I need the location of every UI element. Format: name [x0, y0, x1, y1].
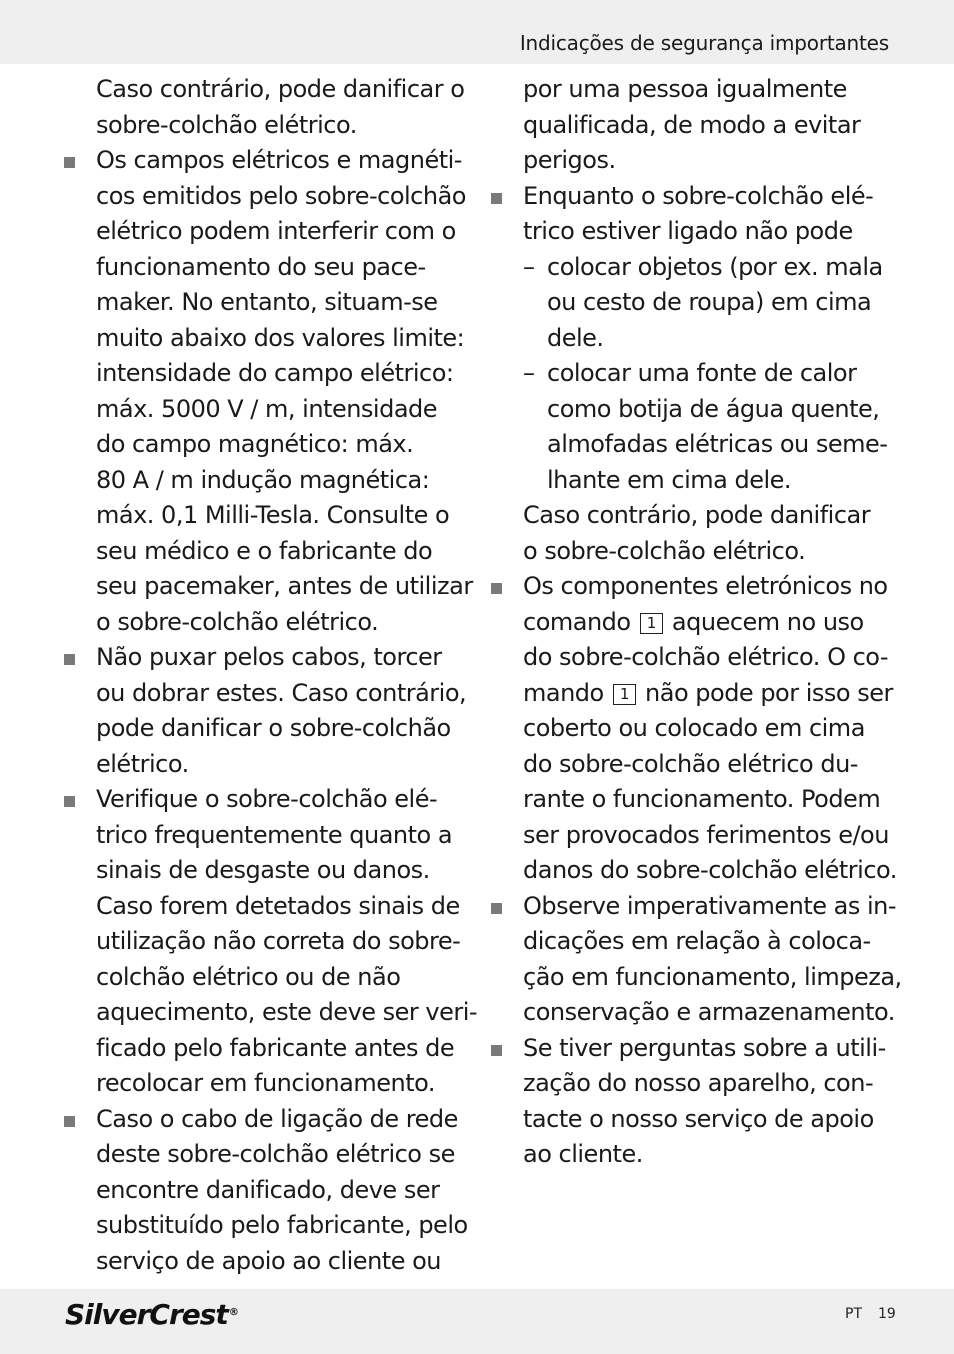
left-column: [58, 72, 478, 1279]
text-line: do sobre-colchão elétrico. O co-: [523, 643, 889, 671]
text-line: ção em funcionamento, limpeza,: [523, 962, 902, 991]
text-line: qualificada, de modo a evitar: [523, 110, 861, 139]
text-line: como botija de água quente,: [547, 394, 880, 423]
page-number: 19: [878, 1306, 896, 1322]
text-line: serviço de apoio ao cliente ou: [96, 1246, 441, 1275]
text-line: recolocar em funcionamento.: [96, 1069, 435, 1097]
text-line: conservação e armazenamento.: [523, 998, 895, 1026]
text-line: elétrico.: [96, 749, 189, 778]
text-line: zação do nosso aparelho, con-: [523, 1069, 874, 1097]
bullet-square-icon: [491, 903, 502, 914]
text-line: do campo magnético: máx.: [96, 430, 414, 458]
text-line: Caso contrário, pode danificar o: [96, 75, 465, 103]
text-line: perigos.: [523, 146, 616, 174]
bullet-square-icon: [491, 193, 502, 204]
language-code: PT: [845, 1306, 862, 1322]
text-line: Os campos elétricos e magnéti-: [96, 146, 462, 174]
text-line: rante o funcionamento. Podem: [523, 785, 881, 813]
text-line: ao cliente.: [523, 1140, 643, 1168]
text-line: ser provocados ferimentos e/ou: [523, 820, 889, 849]
text-line: ou dobrar estes. Caso contrário,: [96, 678, 467, 707]
bullet-electronic-components: [485, 569, 895, 889]
text-line: Não puxar pelos cabos, torcer: [96, 643, 442, 671]
text-line: elétrico podem interferir com o: [96, 217, 456, 245]
bullet-cables: [58, 640, 467, 782]
text-line: encontre danificado, deve ser: [96, 1175, 440, 1204]
bullet-square-icon: [64, 796, 75, 807]
text-line: danos do sobre-colchão elétrico.: [523, 856, 897, 884]
text-line: mando 1 não pode por isso ser: [523, 678, 893, 707]
bullet-customer-service: [485, 1031, 895, 1173]
text-line: sobre-colchão elétrico.: [96, 110, 357, 139]
text-line: aquecimento, este deve ser veri-: [96, 998, 478, 1026]
text-line: tacte o nosso serviço de apoio: [523, 1104, 874, 1133]
text-line: funcionamento do seu pace-: [96, 252, 426, 281]
dash-item-heat-source: [485, 356, 895, 498]
text-line: comando 1 aquecem no uso: [523, 607, 864, 636]
bullet-square-icon: [64, 157, 75, 168]
bullet-square-icon: [491, 1045, 502, 1056]
continuation-paragraph: [58, 72, 465, 143]
bullet-damaged-cable: [58, 1102, 468, 1280]
text-line: colocar objetos (por ex. mala: [547, 252, 883, 281]
text-line: Enquanto o sobre-colchão elé-: [523, 181, 874, 210]
text-line: colchão elétrico ou de não: [96, 962, 401, 991]
text-line: pode danificar o sobre-colchão: [96, 714, 451, 742]
text-line: o sobre-colchão elétrico.: [523, 536, 806, 565]
text-line: substituído pelo fabricante, pelo: [96, 1211, 468, 1239]
dash-mark: –: [523, 359, 535, 387]
text-line: do sobre-colchão elétrico du-: [523, 749, 858, 778]
text-line: Caso forem detetados sinais de: [96, 891, 460, 920]
text-line: muito abaixo dos valores limite:: [96, 323, 465, 352]
text-line: por uma pessoa igualmente: [523, 75, 847, 103]
text-line: deste sobre-colchão elétrico se: [96, 1140, 455, 1168]
text-line: Observe imperativamente as in-: [523, 891, 897, 920]
bullet-square-icon: [491, 583, 502, 594]
text-line: almofadas elétricas ou seme-: [547, 430, 888, 458]
silvercrest-logo: SilverCrest®: [65, 1298, 238, 1331]
text-line: Verifique o sobre-colchão elé-: [96, 785, 438, 813]
text-line: sinais de desgaste ou danos.: [96, 856, 430, 884]
reference-number-1: 1: [640, 613, 663, 634]
bullet-square-icon: [64, 654, 75, 665]
text-line: o sobre-colchão elétrico.: [96, 607, 379, 636]
reference-number-1: 1: [613, 684, 636, 705]
bullet-electromagnetic-fields: [58, 143, 473, 640]
warning-paragraph: [485, 498, 895, 569]
text-line: maker. No entanto, situam-se: [96, 288, 438, 316]
bullet-inspection: [58, 782, 478, 1102]
text-line: trico estiver ligado não pode: [523, 217, 853, 245]
right-column: [485, 72, 902, 1173]
continuation-paragraph: [485, 72, 895, 179]
bullet-square-icon: [64, 1116, 75, 1127]
bullet-while-on: [485, 179, 895, 250]
text-line: Caso contrário, pode danificar: [523, 501, 871, 529]
text-line: seu pacemaker, antes de utilizar: [96, 572, 473, 600]
text-line: dele.: [547, 323, 604, 352]
text-line: ficado pelo fabricante antes de: [96, 1033, 455, 1062]
text-line: utilização não correta do sobre-: [96, 927, 461, 955]
dash-item-objects: [485, 250, 895, 357]
text-line: trico frequentemente quanto a: [96, 820, 453, 849]
text-line: intensidade do campo elétrico:: [96, 359, 454, 387]
text-line: 80 A / m indução magnética:: [96, 465, 430, 494]
text-line: Os componentes eletrónicos no: [523, 572, 888, 600]
text-line: Se tiver perguntas sobre a utili-: [523, 1033, 886, 1062]
dash-mark: –: [523, 252, 535, 281]
text-line: lhante em cima dele.: [547, 465, 792, 494]
text-line: coberto ou colocado em cima: [523, 714, 865, 742]
bullet-observe-instructions: [485, 889, 902, 1031]
text-line: máx. 5000 V / m, intensidade: [96, 394, 438, 423]
text-line: cos emitidos pelo sobre-colchão: [96, 181, 466, 210]
text-line: ou cesto de roupa) em cima: [547, 288, 872, 316]
text-line: Caso o cabo de ligação de rede: [96, 1104, 458, 1133]
text-line: dicações em relação à coloca-: [523, 927, 871, 955]
section-title: Indicações de segurança importantes: [519, 31, 889, 55]
text-line: colocar uma fonte de calor: [547, 359, 857, 387]
text-line: seu médico e o fabricante do: [96, 536, 433, 565]
text-line: máx. 0,1 Milli-Tesla. Consulte o: [96, 501, 450, 529]
